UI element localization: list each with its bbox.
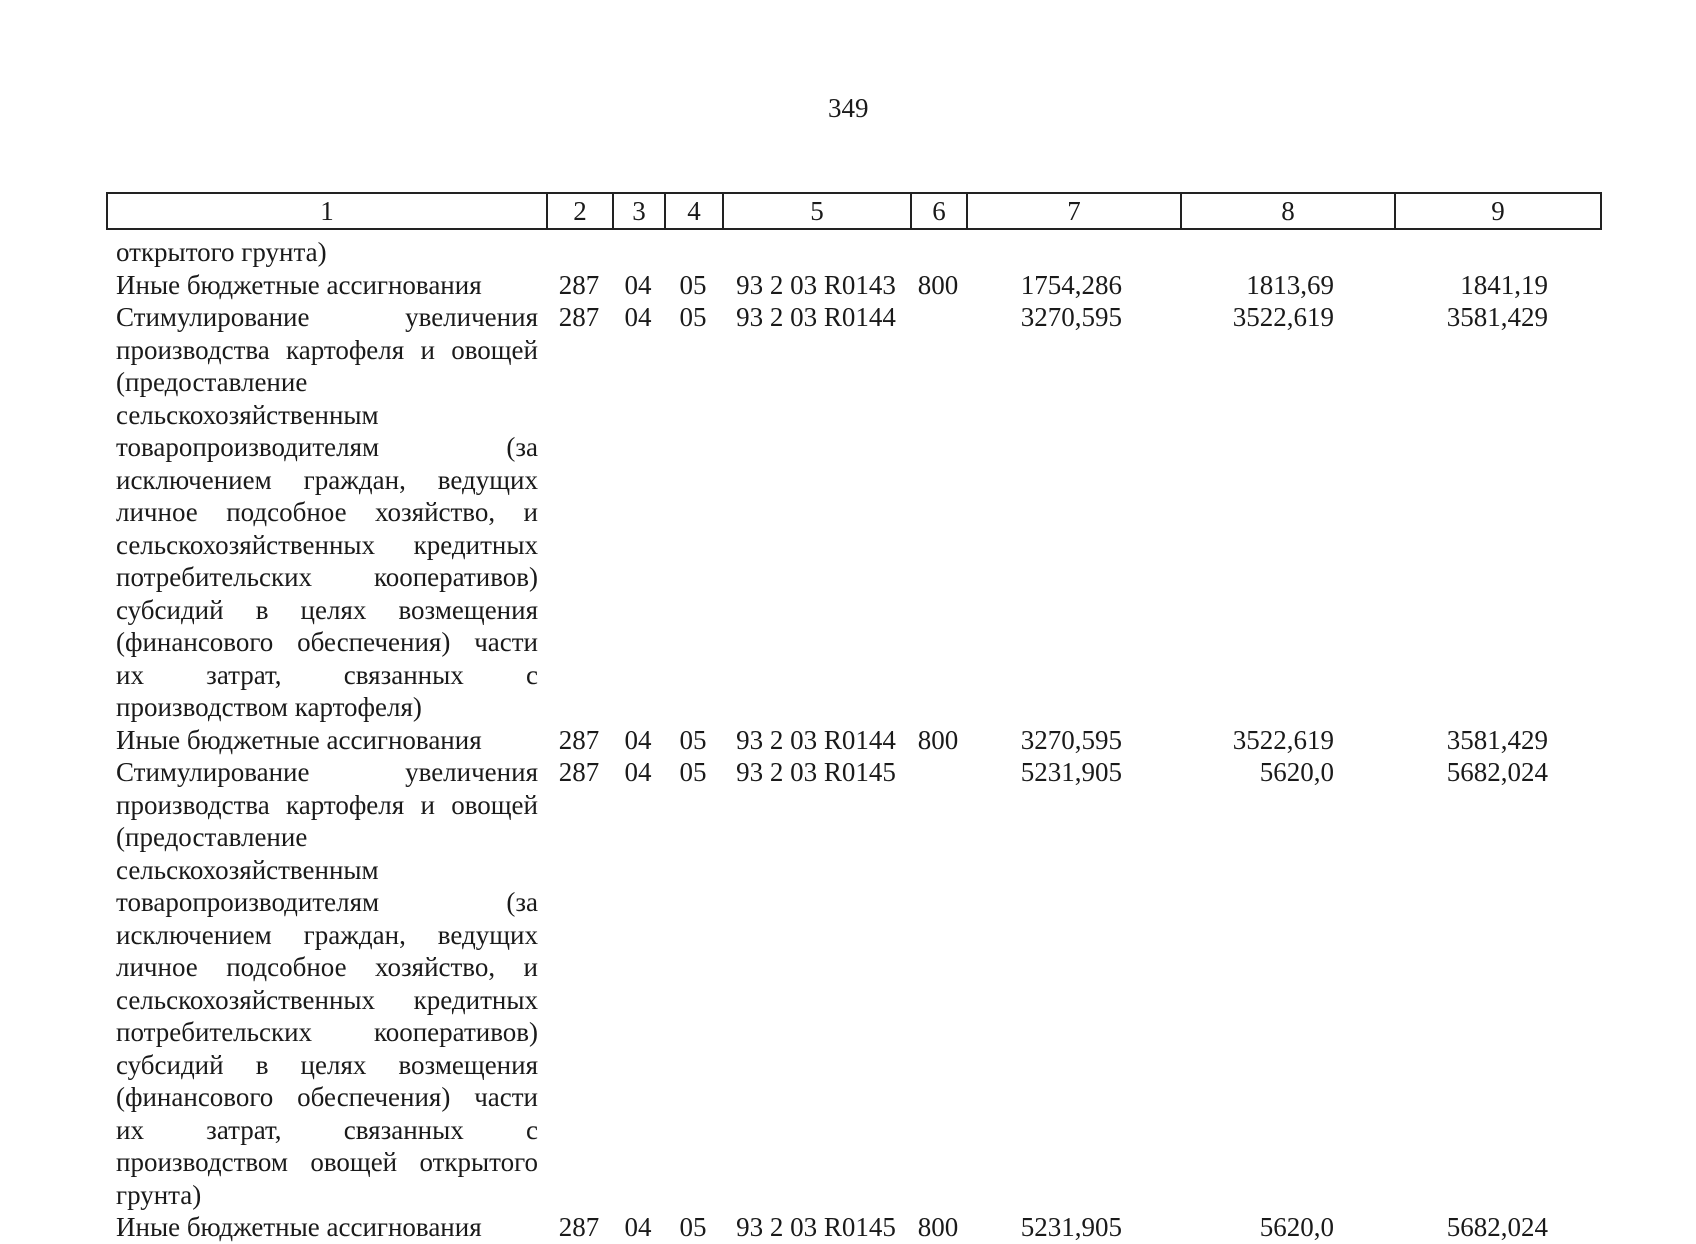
cell-col9: 3581,429 — [1446, 724, 1548, 755]
cell-col9: 5682,024 — [1446, 757, 1548, 787]
table-row — [106, 269, 1600, 302]
cell-col4: 05 — [679, 269, 707, 300]
cell-col5: 93 2 03 R0144 — [736, 302, 896, 332]
cell-col4: 05 — [679, 1212, 707, 1242]
column-header-5: 5 — [723, 193, 911, 229]
cell-col6: 800 — [917, 1212, 959, 1242]
column-header-2: 2 — [547, 193, 613, 229]
cell-col2: 287 — [558, 724, 600, 755]
cell-col4: 05 — [679, 724, 707, 755]
column-header-table — [106, 192, 1602, 230]
cell-col8: 3522,619 — [1232, 302, 1334, 332]
cell-col6 — [910, 756, 966, 1211]
column-header-7: 7 — [967, 193, 1181, 229]
cell-col3: 04 — [624, 757, 652, 787]
row-description: Иные бюджетные ассигнования — [116, 1212, 482, 1242]
cell-col8: 1813,69 — [1246, 269, 1334, 300]
cell-col9: 3581,429 — [1446, 302, 1548, 332]
cell-col5: 93 2 03 R0145 — [736, 1212, 896, 1242]
continuation-row — [106, 236, 1600, 269]
cell-col7: 5231,905 — [1020, 1212, 1122, 1242]
cell-col8: 5620,0 — [1259, 1212, 1334, 1242]
row-description: Стимулирование увеличения производства картофеля и овощей (предоставление сельскохозяйственным товаропроизводителям (за исключением граждан, ведущих личное подсобное хозяйство, и сельскохозяйственных кредитных потребительских кооперативов) субсидий в целях возмещения (финансового обеспечения) части их затрат, связанных с производством картофеля) — [116, 302, 538, 722]
cell-col5: 93 2 03 R0145 — [736, 757, 896, 787]
budget-table-body — [106, 236, 1600, 1244]
table-row — [106, 301, 1600, 724]
column-header-6: 6 — [911, 193, 967, 229]
cell-col5: 93 2 03 R0144 — [736, 724, 896, 755]
cell-col3: 04 — [624, 1212, 652, 1242]
cell-col6: 800 — [917, 724, 959, 755]
row-description: Иные бюджетные ассигнования — [116, 269, 482, 300]
column-header-row — [107, 193, 1601, 229]
cell-col9: 5682,024 — [1446, 1212, 1548, 1242]
cell-col3: 04 — [624, 302, 652, 332]
row-description: Стимулирование увеличения производства картофеля и овощей (предоставление сельскохозяйственным товаропроизводителям (за исключением граждан, ведущих личное подсобное хозяйство, и сельскохозяйственных кредитных потребительских кооперативов) субсидий в целях возмещения (финансового обеспечения) части их затрат, связанных с производством овощей открытого грунта) — [116, 757, 538, 1210]
table-row — [106, 756, 1600, 1211]
continuation-text: открытого грунта) — [116, 237, 327, 267]
cell-col4: 05 — [679, 757, 707, 787]
cell-col7: 5231,905 — [1020, 757, 1122, 787]
cell-col8: 3522,619 — [1232, 724, 1334, 755]
cell-col3: 04 — [624, 724, 652, 755]
column-header-3: 3 — [613, 193, 665, 229]
cell-col2: 287 — [558, 757, 600, 787]
table-row — [106, 724, 1600, 757]
cell-col5: 93 2 03 R0143 — [736, 269, 896, 300]
cell-col6: 800 — [917, 269, 959, 300]
cell-col2: 287 — [558, 302, 600, 332]
cell-col2: 287 — [558, 1212, 600, 1242]
column-header-8: 8 — [1181, 193, 1395, 229]
cell-col8: 5620,0 — [1259, 757, 1334, 787]
column-header-9: 9 — [1395, 193, 1601, 229]
cell-col2: 287 — [558, 269, 600, 300]
cell-col4: 05 — [679, 302, 707, 332]
cell-col6 — [910, 301, 966, 724]
cell-col3: 04 — [624, 269, 652, 300]
page-number-text: 349 — [828, 93, 869, 123]
row-description: Иные бюджетные ассигнования — [116, 724, 482, 755]
cell-col7: 3270,595 — [1020, 302, 1122, 332]
column-header-1: 1 — [107, 193, 547, 229]
table-row — [106, 1211, 1600, 1244]
cell-col7: 3270,595 — [1020, 724, 1122, 755]
cell-col7: 1754,286 — [1020, 269, 1122, 300]
column-header-4: 4 — [665, 193, 723, 229]
cell-col9: 1841,19 — [1460, 269, 1548, 300]
